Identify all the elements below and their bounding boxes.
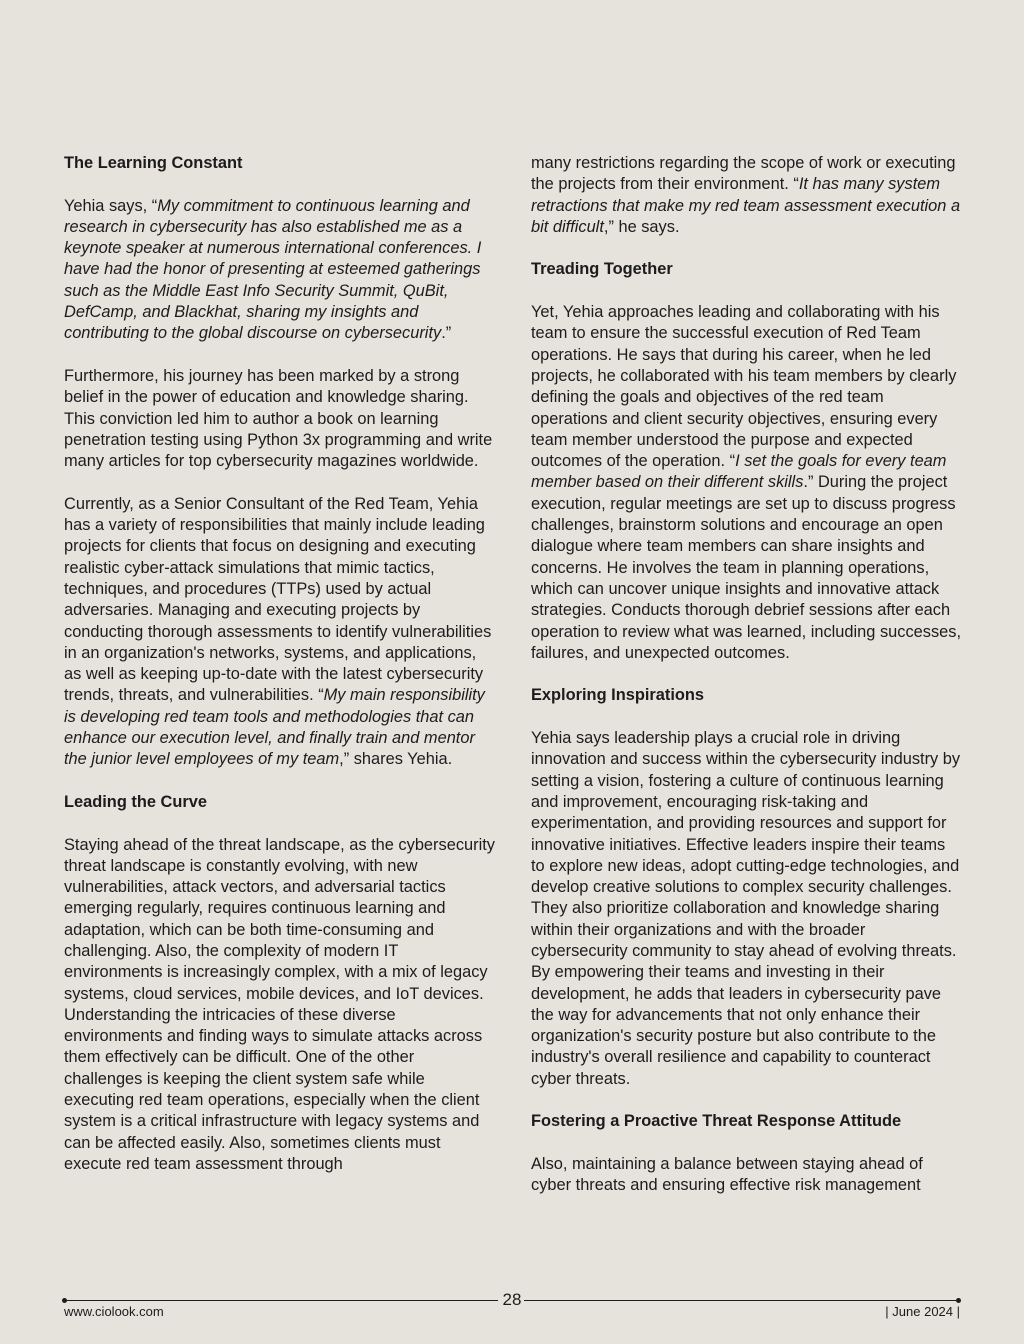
section-heading: Fostering a Proactive Threat Response Attitude [531,1112,902,1131]
section-heading: Treading Together [531,260,673,279]
text-span: Yehia says, “ [64,196,158,215]
quote-text: I set the goals for every team member based on their different skills [531,452,947,492]
section-heading: Leading the Curve [64,792,207,811]
paragraph [64,196,496,345]
section-heading: The Learning Constant [64,154,243,172]
paragraph: Yehia says leadership plays a crucial role in driving innovation and success within the cybersecurity industry by setting a vision, fostering a culture of continuous learning and improvement, encouraging risk-taking and experimentation, and providing resources and support for innovative initiatives. Effective leaders inspire their teams to explore new ideas, adopt cutting-edge technologies, and develop creative solutions to complex security challenges. They also prioritize collaboration and knowledge sharing within their organizations and with the broader cybersecurity community to stay ahead of evolving threats. By empowering their teams and investing in their development, he adds that leaders in cybersecurity pave the way for advancements that not only enhance their organization's security posture but also contribute to the industry's overall resilience and capability to counteract cyber threats. [531,729,961,1088]
paragraph [531,153,963,238]
paragraph [531,302,963,664]
issue-date: | June 2024 | [885,1304,960,1319]
page-number: 28 [502,1290,522,1309]
footer-dot-right [956,1298,961,1303]
footer-rule-right [524,1300,958,1301]
paragraph: Staying ahead of the threat landscape, as the cybersecurity threat landscape is constantly evolving, with new vulnerabilities, attack vectors, and adversarial tactics emerging regularly, requires continuous learning and adaptation, which can be both time-consuming and challenging. Also, the complexity of modern IT environments is increasingly complex, with a mix of legacy systems, cloud services, mobile devices, and IoT devices. Understanding the intricacies of these diverse environments and finding ways to simulate attacks across them effectively can be difficult. One of the other challenges is keeping the client system safe while executing red team operations, especially when the client system is a critical infrastructure with legacy systems and can be affected easily. Also, sometimes clients must execute red team assessment through [64,835,495,1173]
text-span: many restrictions regarding the scope of work or executing the projects from their environment. “ [531,154,956,194]
quote-text: My commitment to continuous learning and research in cybersecurity has also established me as a keynote speaker at numerous international conferences. I have had the honor of presenting at esteemed gatherings such as the Middle East Info Security Summit, QuBit, DefCamp, and Blackhat, sharing my insights and contributing to the global discourse on cybersecurity [64,196,482,343]
text-span: ,” he says. [603,217,680,236]
paragraph [64,494,496,771]
footer-rule-left [64,1300,498,1301]
text-span: Yet, Yehia approaches leading and collaborating with his team to ensure the successful execution of Red Team operations. He says that during his career, when he led projects, he collaborated with his team members by clearly defining the goals and objectives of the red team operations and client security objectives, ensuring every team member understood the purpose and expected outcomes of the operation. “ [531,303,957,471]
website-link[interactable]: www.ciolook.com [64,1304,164,1319]
paragraph: Also, maintaining a balance between staying ahead of cyber threats and ensuring effective risk management [531,1154,923,1195]
left-column [64,153,496,1197]
quote-text: It has many system retractions that make my red team assessment execution a bit difficult [531,175,961,236]
quote-text: My main responsibility is developing red team tools and methodologies that can enhance our execution level, and finally train and mentor the junior level employees of my team [64,686,485,769]
section-heading: Exploring Inspirations [531,686,705,705]
text-span: ,” shares Yehia. [339,750,453,769]
text-span: .” [441,324,452,343]
right-column [531,153,963,1218]
text-span: .” During the project execution, regular meetings are set up to discuss progress challenges, brainstorm solutions and encourage an open dialogue where team members can share insights and concerns. He involves the team in planning operations, which can uncover unique insights and innovative attack strategies. Conducts thorough debrief sessions after each operation to review what was learned, including successes, failures, and unexpected outcomes. [531,473,962,662]
footer-dot-left [62,1298,67,1303]
text-span: Currently, as a Senior Consultant of the Red Team, Yehia has a variety of responsibilities that mainly include leading projects for clients that focus on designing and executing realistic cyber-attack simulations that mimic tactics, techniques, and procedures (TTPs) used by actual adversaries. Managing and executing projects by conducting thorough assessments to identify vulnerabilities in an organization's networks, systems, and applications, as well as keeping up-to-date with the latest cybersecurity trends, threats, and vulnerabilities. “ [64,494,492,705]
paragraph: Furthermore, his journey has been marked by a strong belief in the power of education and knowledge sharing. This conviction led him to author a book on learning penetration testing using Python 3x programming and write many articles for top cybersecurity magazines worldwide. [64,366,493,471]
